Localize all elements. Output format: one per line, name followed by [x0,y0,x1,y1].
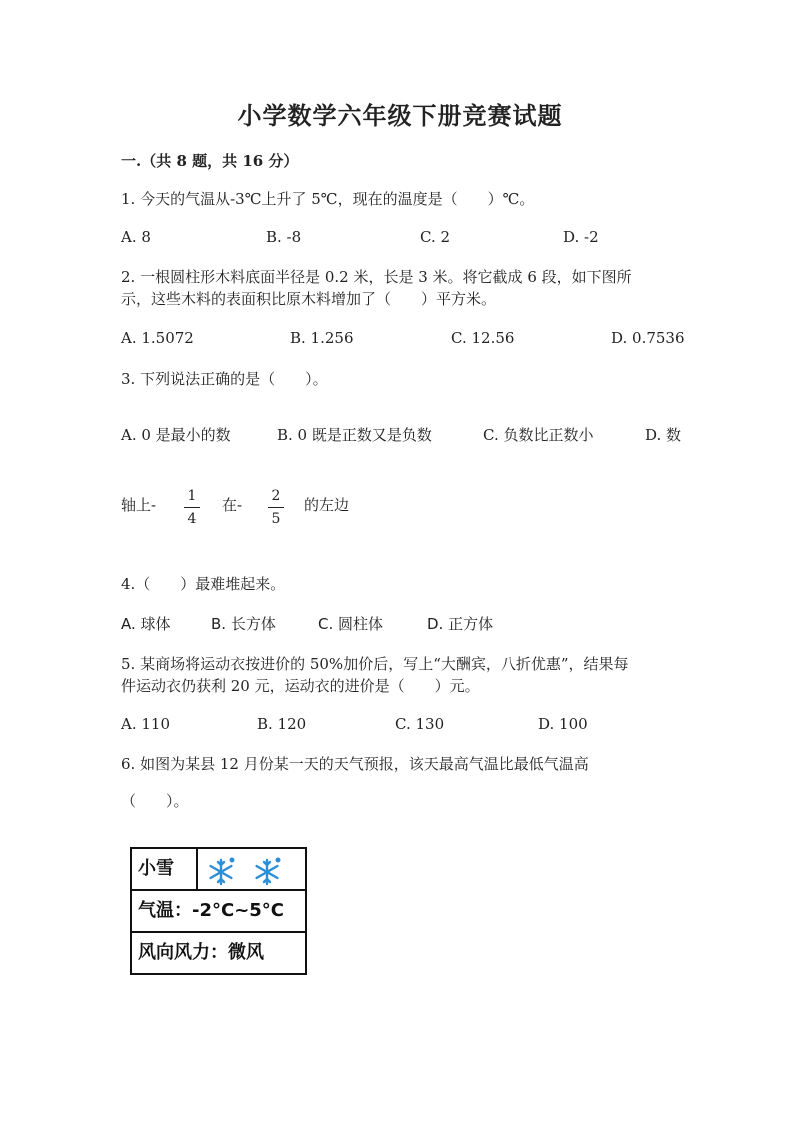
snowflake-icon [206,857,236,887]
q3-option-a: A. 0 是最小的数 [121,426,231,444]
q3-option-b: B. 0 既是正数又是负数 [277,426,432,444]
fraction-denominator: 4 [187,511,197,527]
fraction-one-quarter [183,488,201,527]
q1-option-d: D. -2 [563,228,599,246]
q1-option-a: A. 8 [121,228,151,246]
q5-option-c: C. 130 [395,715,445,733]
q3-option-c: C. 负数比正数小 [483,426,594,444]
q3-option-d-continued: 轴上- [121,496,157,514]
q2-option-d: D. 0.7536 [611,329,685,347]
q4-option-a: A. 球体 [121,615,171,633]
fraction-numerator: 2 [271,488,281,504]
weather-temperature-row [132,891,305,933]
q1-option-b: B. -8 [266,228,302,246]
weather-wind-row [132,933,305,973]
page-title: 小学数学六年级下册竞赛试题 [237,101,563,130]
q1-option-c: C. 2 [420,228,451,246]
question-2-line-2: 示，这些木料的表面积比原木料增加了（ ）平方米。 [121,290,497,308]
question-4: 4.（ ）最难堆起来。 [121,575,286,593]
q3-option-d: D. 数 [645,426,682,444]
question-5-line-1: 5. 某商场将运动衣按进价的 50%加价后，写上“大酬宾，八折优惠”，结果每 [121,655,629,673]
question-1: 1. 今天的气温从-3℃上升了 5℃，现在的温度是（ ）℃。 [121,190,535,208]
fraction-bar [184,507,200,508]
q5-option-a: A. 110 [121,715,170,733]
weather-wind: 风向风力：微风 [138,942,264,963]
q3-option-d-suffix: 的左边 [304,496,350,514]
weather-forecast-figure [130,847,307,975]
question-2-line-1: 2. 一根圆柱形木料底面半径是 0.2 米，长是 3 米。将它截成 6 段，如下图所 [121,268,632,286]
q3-option-d-mid: 在- [222,496,243,514]
fraction-numerator: 1 [187,488,197,504]
q4-option-d: D. 正方体 [427,615,494,633]
weather-temperature: 气温：-2°C~5°C [138,900,285,921]
question-5-line-2: 件运动衣仍获利 20 元，运动衣的进价是（ ）元。 [121,677,480,695]
q2-option-a: A. 1.5072 [121,329,194,347]
fraction-denominator: 5 [271,511,281,527]
q4-option-c: C. 圆柱体 [318,615,384,633]
q5-option-b: B. 120 [257,715,307,733]
section-heading: 一.（共 8 题，共 16 分） [121,152,299,170]
fraction-bar [268,507,284,508]
snowflake-icon [252,857,282,887]
weather-condition-row [132,849,305,891]
q4-option-b: B. 长方体 [211,615,276,633]
question-6-line-2: （ ）。 [121,792,189,810]
q2-option-b: B. 1.256 [290,329,354,347]
weather-icons [200,849,305,889]
q5-option-d: D. 100 [538,715,588,733]
weather-condition-label: 小雪 [132,849,198,889]
q2-option-c: C. 12.56 [451,329,515,347]
question-6-line-1: 6. 如图为某县 12 月份某一天的天气预报，该天最高气温比最低气温高 [121,755,589,773]
question-3: 3. 下列说法正确的是（ ）。 [121,370,328,388]
fraction-two-fifths [267,488,285,527]
